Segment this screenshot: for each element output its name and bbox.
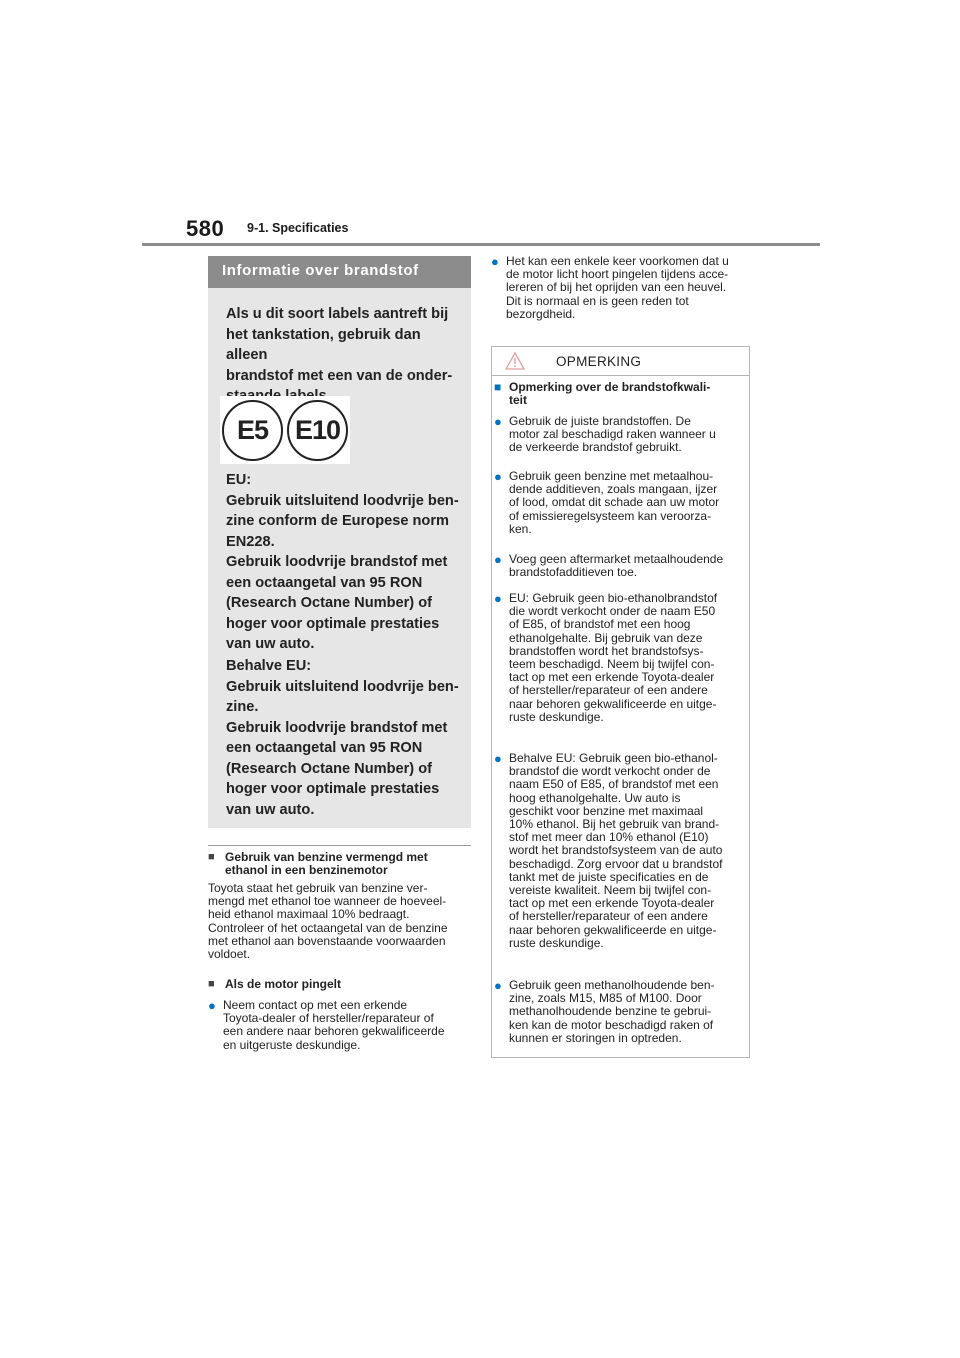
- knock-heading-text: Als de motor pingelt: [225, 977, 342, 991]
- eu-line: EU:: [226, 472, 252, 488]
- eu-line: EN228.: [226, 533, 275, 550]
- bullet-dot-icon: ●: [494, 469, 502, 484]
- bullet-line: kunnen er storingen in optreden.: [509, 1030, 682, 1045]
- heading-line: Gebruik van benzine vermengd met: [225, 850, 428, 864]
- bullet-line: dende additieven, zoals mangaan, ijzer: [509, 482, 718, 497]
- square-bullet-icon: ■: [208, 851, 215, 863]
- bullet-line: of lood, omdat dit schade aan uw motor: [509, 495, 720, 510]
- bullet-line: lereren of bij het oprijden van een heuvel.: [506, 280, 727, 295]
- bullet-line: of emissieregelsysteem kan veroorza-: [509, 508, 712, 523]
- bullet-line: teem beschadigd. Neem bij twijfel con-: [509, 657, 715, 672]
- bullet-line: de motor licht hoort pingelen tijdens acce-: [506, 267, 729, 282]
- body-line: Toyota staat het gebruik van benzine ver-: [208, 881, 428, 895]
- bullet-line: of E85, of brandstof met een hoog: [509, 617, 691, 632]
- non-eu-line: een octaangetal van 95 RON: [226, 740, 423, 756]
- bullet-line: zine, zoals M15, M85 of M100. Door: [509, 991, 702, 1006]
- bullet-dot-icon: ●: [494, 978, 502, 993]
- intro-line: het tankstation, gebruik dan alleen: [226, 326, 421, 363]
- eu-line: (Research Octane Number) of: [226, 595, 432, 611]
- bullet-dot-icon: ●: [494, 591, 502, 606]
- bullet-line: bezorgdheid.: [506, 306, 576, 321]
- bullet-line: motor zal beschadigd raken wanneer u: [509, 427, 716, 442]
- notice-bullet: [494, 470, 719, 536]
- fuel-info-title: Informatie over brandstof: [208, 256, 471, 288]
- non-eu-line: Gebruik loodvrije brandstof met: [226, 719, 448, 736]
- bullet-line: stof met meer dan 10% ethanol (E10): [509, 830, 709, 845]
- eu-line: van uw auto.: [226, 636, 315, 652]
- intro-line: brandstof met een van de onder-: [226, 367, 453, 384]
- bullet-line: Toyota-dealer of hersteller/reparateur of: [223, 1011, 434, 1026]
- notice-bullet: [494, 752, 722, 950]
- non-eu-line: (Research Octane Number) of: [226, 760, 432, 777]
- e5-fuel-label: [220, 396, 285, 464]
- page-number: 580: [186, 216, 225, 241]
- bullet-line: en uitgeruste deskundige.: [223, 1037, 361, 1052]
- bullet-line: hoog ethanolgehalte. Uw auto is: [509, 790, 681, 805]
- notice-bullet: [494, 979, 715, 1045]
- bullet-line: brandstoffen wordt het brandstofsys-: [509, 643, 704, 658]
- bullet-line: of hersteller/reparateur of een andere: [509, 909, 708, 924]
- body-line: voldoet.: [208, 947, 251, 962]
- bullet-line: naar behoren gekwalificeerde en uitge-: [509, 922, 717, 937]
- non-eu-fuel-requirements: [217, 656, 467, 820]
- notice-title: OPMERKING: [556, 353, 642, 369]
- e5-label-text: E5: [222, 400, 283, 461]
- bullet-dot-icon: ●: [494, 552, 502, 567]
- eu-line: hoger voor optimale prestaties: [226, 615, 440, 632]
- non-eu-line: zine.: [226, 699, 259, 715]
- eu-line: zine conform de Europese norm: [226, 513, 449, 529]
- notice-bullet: [494, 415, 716, 455]
- bullet-line: tact op met een erkende Toyota-dealer: [509, 670, 715, 685]
- bullet-line: Behalve EU: Gebruik geen bio-ethanol-: [509, 751, 718, 765]
- notice-bullet: [494, 592, 717, 724]
- body-line: met ethanol aan bovenstaande voorwaarden: [208, 933, 446, 948]
- bullet-line: of hersteller/reparateur of een andere: [509, 683, 708, 698]
- section-divider: [208, 845, 471, 846]
- e10-fuel-label: [285, 396, 350, 464]
- bullet-line: EU: Gebruik geen bio-ethanolbrandstof: [509, 591, 718, 605]
- bullet-line: Gebruik geen benzine met metaalhou-: [509, 469, 714, 483]
- bullet-line: Gebruik de juiste brandstoffen. De: [509, 414, 691, 428]
- body-line: Controleer of het octaangetal van de benzine: [208, 920, 448, 935]
- bullet-line: ken.: [509, 521, 532, 536]
- intro-line: Als u dit soort labels aantreft bij: [226, 306, 449, 322]
- bullet-line: ken kan de motor beschadigd raken of: [509, 1017, 714, 1032]
- knock-bullet: [208, 999, 445, 1052]
- bullet-line: wordt het brandstofsysteem van de auto: [509, 843, 723, 858]
- bullet-dot-icon: ●: [208, 998, 216, 1013]
- eu-fuel-requirements: [217, 470, 467, 655]
- eu-line: een octaangetal van 95 RON: [226, 574, 423, 591]
- non-eu-line: Gebruik uitsluitend loodvrije ben-: [226, 678, 459, 695]
- bullet-line: ethanolgehalte. Bij gebruik van deze: [509, 630, 703, 645]
- bullet-line: Voeg geen aftermarket metaalhoudende: [509, 552, 724, 566]
- section-title: 9-1. Specificaties: [247, 221, 349, 235]
- e10-label-text: E10: [287, 400, 348, 461]
- ethanol-heading: [208, 851, 428, 877]
- non-eu-line: hoger voor optimale prestaties: [226, 781, 440, 797]
- notice-header: [492, 347, 749, 376]
- fuel-label-intro: [217, 304, 467, 407]
- notice-bullet: [494, 553, 723, 579]
- bullet-line: 10% ethanol. Bij het gebruik van brand-: [509, 817, 720, 832]
- fuel-info-box: [208, 256, 471, 828]
- bullet-line: methanolhoudende benzine te gebrui-: [509, 1004, 712, 1019]
- bullet-line: naam E50 of E85, of brandstof met een: [509, 777, 719, 792]
- bullet-line: tankt met de juiste specificaties en de: [509, 869, 709, 884]
- notice-heading: [494, 381, 710, 407]
- bullet-line: ruste deskundige.: [509, 935, 604, 950]
- bullet-line: Neem contact op met een erkende: [223, 998, 408, 1012]
- square-bullet-icon: ■: [494, 380, 502, 394]
- pinging-bullet: [491, 255, 729, 321]
- fuel-labels: [220, 396, 351, 464]
- bullet-line: ruste deskundige.: [509, 709, 604, 724]
- bullet-line: brandstofadditieven toe.: [509, 565, 638, 580]
- non-eu-line: Behalve EU:: [226, 658, 312, 674]
- header-rule: [142, 243, 820, 246]
- non-eu-line: van uw auto.: [226, 801, 315, 818]
- bullet-line: vereiste kwaliteit. Neem bij twijfel con-: [509, 883, 712, 898]
- bullet-dot-icon: ●: [494, 414, 502, 429]
- bullet-dot-icon: ●: [494, 751, 502, 766]
- square-bullet-icon: ■: [208, 978, 215, 990]
- bullet-line: tact op met een erkende Toyota-dealer: [509, 896, 715, 911]
- bullet-line: geschikt voor benzine met maximaal: [509, 803, 704, 818]
- heading-line: Opmerking over de brandstofkwali-: [509, 380, 711, 394]
- ethanol-body: [208, 882, 473, 961]
- eu-line: Gebruik uitsluitend loodvrije ben-: [226, 492, 459, 509]
- bullet-dot-icon: ●: [491, 254, 499, 269]
- bullet-line: de verkeerde brandstof gebruikt.: [509, 440, 682, 455]
- heading-line: ethanol in een benzinemotor: [225, 863, 388, 878]
- body-line: heid ethanol maximaal 10% bedraagt.: [208, 907, 410, 922]
- bullet-line: een andere naar behoren gekwalificeerde: [223, 1024, 445, 1039]
- bullet-line: Gebruik geen methanolhoudende ben-: [509, 978, 715, 992]
- bullet-line: brandstof die wordt verkocht onder de: [509, 764, 711, 779]
- eu-line: Gebruik loodvrije brandstof met: [226, 554, 448, 570]
- bullet-line: die wordt verkocht onder de naam E50: [509, 604, 716, 619]
- bullet-line: Dit is normaal en is geen reden tot: [506, 293, 689, 308]
- warning-triangle-icon: [505, 352, 525, 370]
- bullet-line: beschadigd. Zorg ervoor dat u brandstof: [509, 856, 723, 871]
- heading-line: teit: [509, 393, 527, 408]
- body-line: mengd met ethanol toe wanneer de hoeveel-: [208, 894, 447, 909]
- bullet-line: Het kan een enkele keer voorkomen dat u: [506, 254, 729, 268]
- bullet-line: naar behoren gekwalificeerde en uitge-: [509, 696, 717, 711]
- knock-heading: [208, 978, 341, 991]
